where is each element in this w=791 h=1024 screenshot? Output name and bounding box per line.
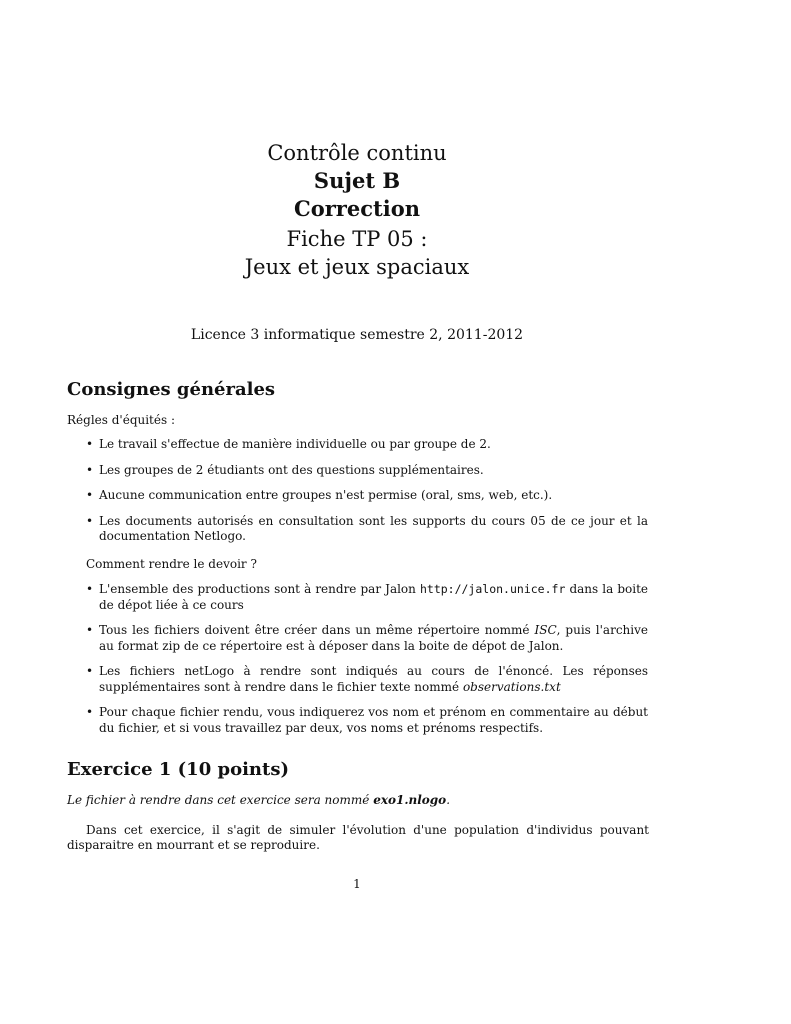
- howto-label: Comment rendre le devoir ?: [86, 557, 257, 571]
- rules-label: Régles d'équités :: [67, 413, 175, 427]
- title-line-1: Contrôle continu: [267, 141, 447, 165]
- list-item: • Les groupes de 2 étudiants ont des questions supplémentaires.: [86, 463, 648, 479]
- howto-text: , puis l'archive au format zip de ce répertoire est à déposer dans la boite de dépot de Jalon.: [99, 623, 648, 653]
- exercise-file-note: [67, 793, 647, 808]
- title-line-3: Correction: [294, 196, 420, 221]
- file-note-text: .: [446, 793, 451, 807]
- observations-filename: observations.txt: [462, 679, 561, 694]
- section-heading-exercice-1: Exercice 1 (10 points): [67, 759, 289, 780]
- list-item: [86, 623, 648, 654]
- list-item: • Les documents autorisés en consultation sont les supports du cours 05 de ce jour et la documentation Netlogo.: [86, 514, 648, 545]
- list-item: • Pour chaque fichier rendu, vous indiquerez vos nom et prénom en commentaire au début du fichier, et si vous travaillez par deux, vos noms et prénoms respectifs.: [86, 705, 648, 736]
- title-line-5: Jeux et jeux spaciaux: [244, 255, 470, 279]
- page-number: 1: [353, 877, 361, 891]
- list-item: • Aucune communication entre groupes n'est permise (oral, sms, web, etc.).: [86, 488, 648, 504]
- list-item: [86, 664, 648, 695]
- title-line-4: Fiche TP 05 :: [286, 227, 428, 251]
- section-heading-consignes: Consignes générales: [67, 379, 276, 400]
- jalon-link[interactable]: http://jalon.unice.fr: [419, 582, 566, 596]
- course-subtitle: Licence 3 informatique semestre 2, 2011-2012: [190, 327, 524, 343]
- list-item: • Le travail s'effectue de manière individuelle ou par groupe de 2.: [86, 437, 648, 453]
- howto-text: L'ensemble des productions sont à rendre par Jalon: [99, 582, 420, 596]
- rules-list: [86, 437, 648, 555]
- file-note-text: Le fichier à rendre dans cet exercice sera nommé: [67, 793, 374, 807]
- exercise-filename: exo1.nlogo: [373, 793, 447, 807]
- exercise-intro: Dans cet exercice, il s'agit de simuler l'évolution d'une population d'individus pouvant disparaitre en mourrant et se reproduire.: [67, 823, 649, 852]
- howto-text: dans la boite de dépot liée à ce cours: [99, 582, 648, 612]
- list-item: [86, 582, 648, 613]
- directory-name: ISC: [534, 623, 557, 637]
- howto-text: Tous les fichiers doivent être créer dans un même répertoire nommé: [99, 623, 535, 637]
- howto-list: [86, 582, 648, 746]
- title-line-2: Sujet B: [313, 168, 401, 193]
- howto-text: Les fichiers netLogo à rendre sont indiqués au cours de l'énoncé. Les réponses supplémentaires sont à rendre dans le fichier texte nommé: [99, 664, 648, 694]
